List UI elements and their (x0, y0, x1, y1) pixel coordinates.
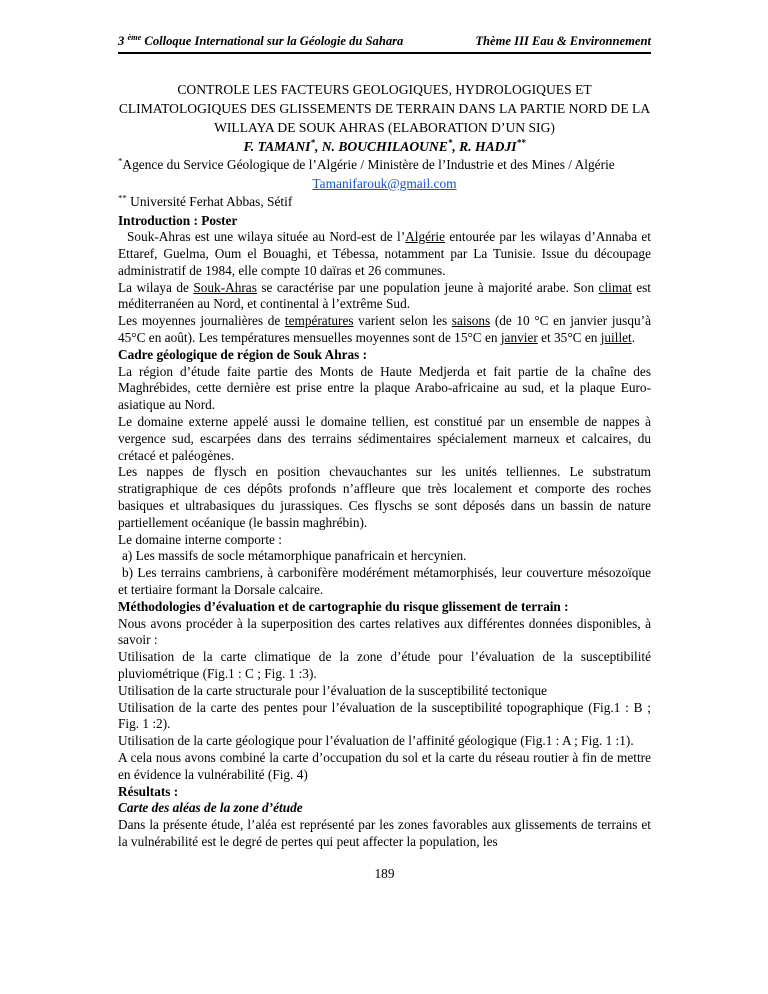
header-theme: Thème III Eau & Environnement (475, 34, 651, 48)
section-heading-carte-aleas: Carte des aléas de la zone d’étude (118, 800, 303, 816)
paragraph-wilaya-population (118, 280, 651, 314)
underlined-term: saisons (451, 313, 491, 329)
paragraph-carte-geologique: Utilisation de la carte géologique pour l’évaluation de l’affinité géologique (Fig.1 : A ; Fig. 1 :1). (118, 733, 634, 749)
paragraph-domaine-externe: Le domaine externe appelé aussi le domaine tellien, est constitué par un ensemble de nappes à vergence sud, escarpées dans des terrains sédimentaires spécialement marneux et calcaires, du crétacé et paléogènes. (118, 414, 651, 463)
header-conference-title (118, 34, 403, 49)
text-segment: ** (118, 192, 127, 203)
paragraph-nappes-flysch: Les nappes de flysch en position chevauchantes sur les unités telliennes. Le substratum stratigraphique de ces dépôts profonds n’affleure que très localement et comporte des roches basiques et ultrabasiques du jurassiques. Ces flyschs se sont déposés dans un bassin de nature partiellement océanique (le bassin maghrébin). (118, 464, 651, 530)
underlined-term: climat (598, 279, 632, 295)
text-segment: * (118, 155, 123, 166)
section-heading-cadre-geologique: Cadre géologique de région de Souk Ahras : (118, 346, 368, 362)
paper-body (118, 213, 651, 851)
underlined-term: températures (284, 313, 354, 329)
affiliation-line-1 (118, 156, 651, 175)
text-segment: (de 10 °C en janvier jusqu’à 45°C en août). Les températures mensuelles moyennes sont de 15°C en (118, 313, 651, 346)
paragraph-alea-definition: Dans la présente étude, l’aléa est représenté par les zones favorables aux glissements de terrains et la vulnérabilité est le degré de pertes qui peut affecter la population, les (118, 817, 651, 849)
underlined-term: Souk-Ahras (193, 279, 257, 295)
text-segment: * (447, 137, 453, 148)
list-item-b-terrains-cambriens: b) Les terrains cambriens, à carbonifère modérément métamorphisés, leur couverture mésozoïque et tertiaire formant la Dorsale calcaire. (118, 565, 651, 598)
affiliation-line-2 (118, 193, 651, 212)
page-number: 189 (374, 865, 395, 881)
text-segment: La wilaya de (118, 279, 194, 295)
page-header (118, 34, 651, 54)
paragraph-temperatures (118, 313, 651, 347)
email-link[interactable]: Tamanifarouk@gmail.com (312, 175, 457, 191)
text-segment: F. TAMANI (243, 139, 311, 154)
paragraph-carte-pentes: Utilisation de la carte des pentes pour l’évaluation de la susceptibilité topographique (Fig.1 : B ; Fig. 1 :2). (118, 699, 651, 732)
section-heading-resultats: Résultats : (118, 783, 179, 799)
paragraph-occupation-sol: A cela nous avons combiné la carte d’occupation du sol et la carte du réseau routier à fin de mettre en évidence la vulnérabilité (Fig. 4) (118, 750, 651, 782)
paper-title: CONTROLE LES FACTEURS GEOLOGIQUES, HYDROLOGIQUES ET CLIMATOLOGIQUES DES GLISSEMENTS DE TERRAIN DANS LA PARTIE NORD DE LA WILLAYA DE SOUK AHRAS (ELABORATION D’UN SIG) (118, 82, 651, 135)
email-row (118, 175, 651, 194)
underlined-term: Algérie (405, 229, 446, 245)
underlined-term: juillet (600, 330, 632, 346)
paragraph-superposition-cartes: Nous avons procéder à la superposition des cartes relatives aux différentes données disponibles, à savoir : (118, 615, 651, 648)
text-segment: . (631, 330, 636, 346)
text-segment: Agence du Service Géologique de l’Algérie / Ministère de l’Industrie et des Mines / Algérie (122, 157, 615, 172)
underlined-term: janvier (500, 330, 538, 346)
paragraph-carte-climatique: Utilisation de la carte climatique de la zone d’étude pour l’évaluation de la susceptibilité pluviométrique (Fig.1 : C ; Fig. 1 :3). (118, 649, 651, 682)
authors-line (118, 137, 651, 156)
section-heading-methodologies: Méthodologies d’évaluation et de cartographie du risque glissement de terrain : (118, 598, 569, 614)
text-segment: Université Ferhat Abbas, Sétif (126, 194, 293, 209)
paragraph-souk-ahras-location (118, 229, 651, 279)
text-segment: 3 (118, 34, 128, 48)
paragraph-carte-structurale: Utilisation de la carte structurale pour l’évaluation de la susceptibilité tectonique (118, 682, 548, 698)
text-segment: est méditerranéen au Nord, et continental à l’extrême Sud. (118, 279, 651, 312)
text-segment: varient selon les (353, 313, 452, 329)
text-segment: Colloque International sur la Géologie du Sahara (141, 34, 404, 48)
list-item-a-massifs-socle: a) Les massifs de socle métamorphique panafricain et hercynien. (122, 548, 467, 564)
section-heading-introduction: Introduction : Poster (118, 212, 238, 228)
text-segment: se caractérise par une population jeune à majorité arabe. Son (256, 279, 599, 295)
text-segment: ** (516, 137, 526, 148)
text-segment: Les moyennes journalières de (118, 313, 285, 329)
text-segment: et 35°C en (537, 330, 601, 346)
text-segment: ème (127, 32, 142, 42)
text-segment: entourée par les wilayas d’Annaba et Ettaref, Guelma, Oum el Bouaghi, et Tébessa, notamment par La Tunisie. Issue du découpage administratif de 1984, elle compte 10 daïras et 26 communes. (118, 229, 652, 278)
paragraph-domaine-interne: Le domaine interne comporte : (118, 531, 282, 547)
text-segment: , N. BOUCHILAOUNE (314, 139, 448, 154)
paragraph-region-etude: La région d’étude faite partie des Monts de Haute Medjerda et fait partie de la chaîne des Maghrébides, cette dernière est prise entre la plaque Arabo-africaine au sud, et la plaque Euro-asiatique au Nord. (118, 363, 651, 413)
text-segment: , R. HADJI (452, 139, 517, 154)
text-segment: * (310, 137, 315, 148)
text-segment: Souk-Ahras est une wilaya située au Nord-est de l’ (127, 229, 406, 245)
